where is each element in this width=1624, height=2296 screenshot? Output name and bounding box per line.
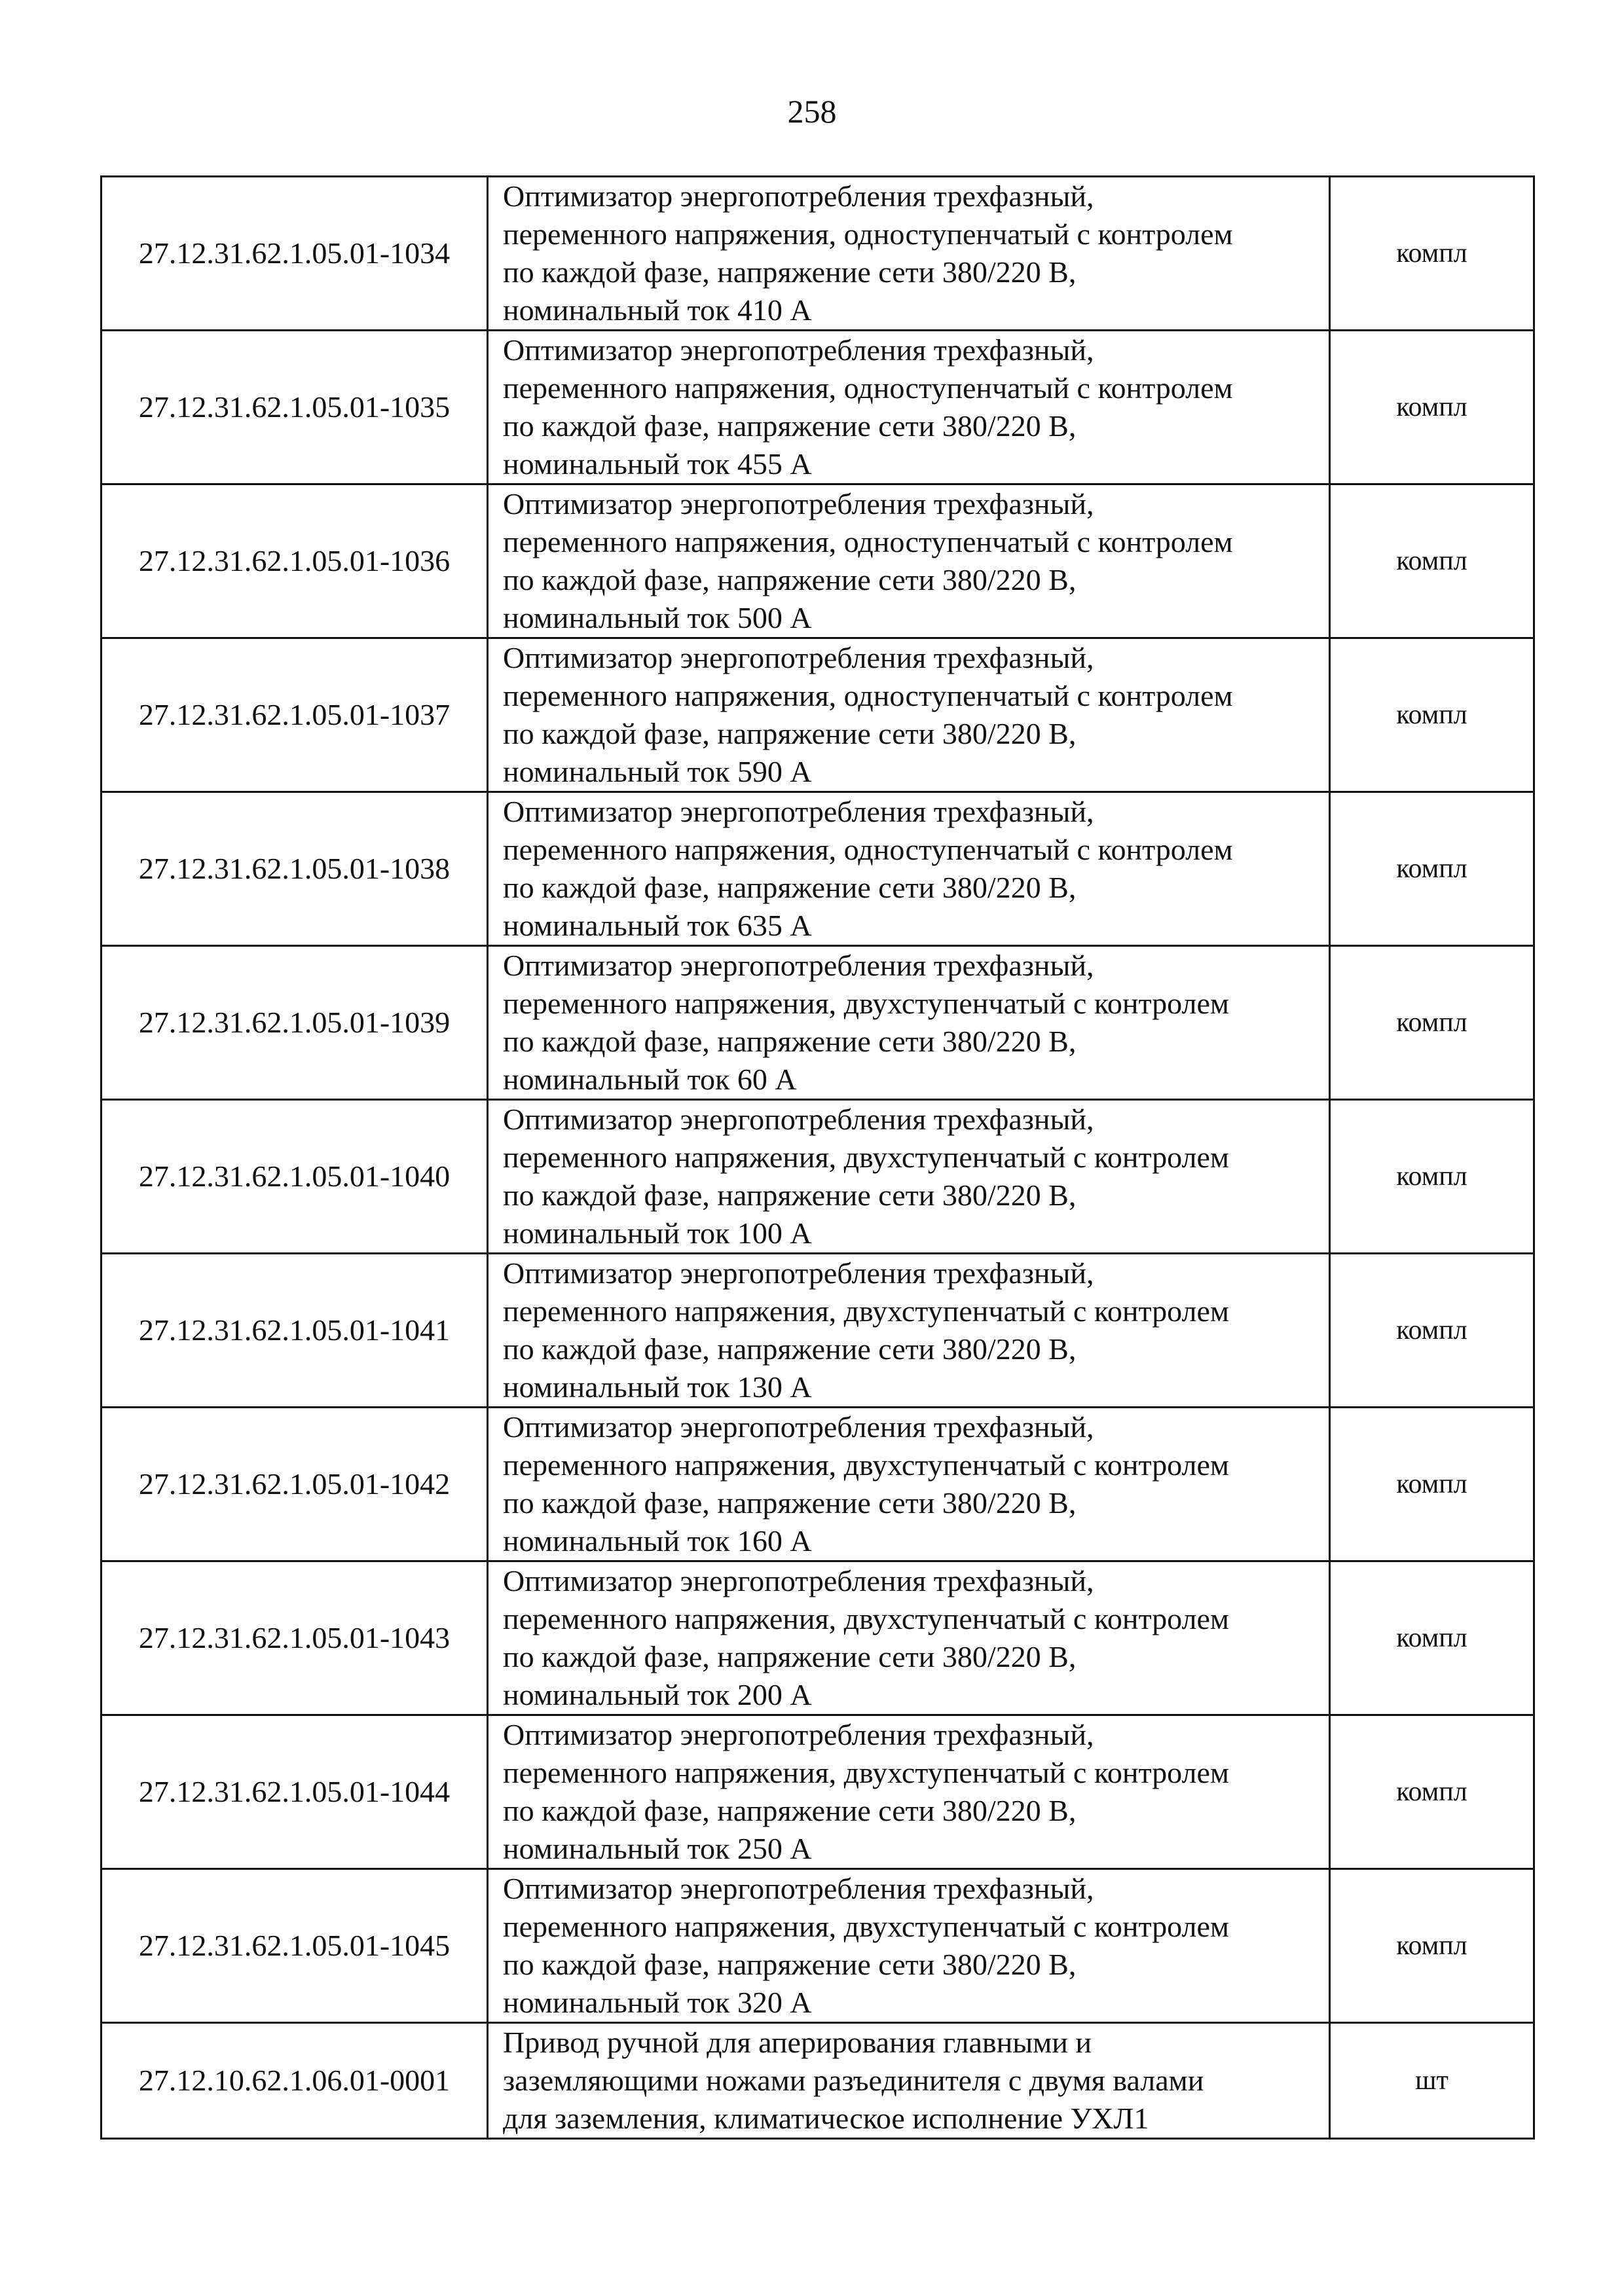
page-number: 258 — [787, 93, 837, 130]
description-line: по каждой фазе, напряжение сети 380/220 В, — [503, 409, 1077, 443]
resource-description — [488, 177, 1330, 331]
description-line: по каждой фазе, напряжение сети 380/220 В, — [503, 1486, 1077, 1520]
description-line: для заземления, климатическое исполнение УХЛ1 — [503, 2102, 1149, 2135]
resource-description — [488, 1869, 1330, 2023]
resource-description — [488, 331, 1330, 484]
unit-of-measure: компл — [1330, 1408, 1534, 1561]
table-row — [101, 1869, 1534, 2023]
description-line: переменного напряжения, двухступенчатый с контролем — [503, 1910, 1229, 1943]
description-line: номинальный ток 410 А — [503, 293, 812, 327]
table-row — [101, 1715, 1534, 1869]
description-line: Оптимизатор энергопотребления трехфазный, — [503, 179, 1094, 213]
description-line: переменного напряжения, одноступенчатый с контролем — [503, 217, 1233, 251]
description-line: переменного напряжения, двухступенчатый с контролем — [503, 1294, 1229, 1328]
resource-code-table — [100, 175, 1535, 2140]
table-row — [101, 792, 1534, 946]
description-line: номинальный ток 130 А — [503, 1370, 812, 1404]
description-line: по каждой фазе, напряжение сети 380/220 В, — [503, 717, 1077, 750]
description-line: номинальный ток 635 А — [503, 909, 812, 942]
unit-of-measure: компл — [1330, 792, 1534, 946]
description-line: по каждой фазе, напряжение сети 380/220 В, — [503, 1948, 1077, 1981]
unit-of-measure: компл — [1330, 1715, 1534, 1869]
description-line: по каждой фазе, напряжение сети 380/220 В, — [503, 563, 1077, 596]
unit-of-measure: компл — [1330, 946, 1534, 1100]
description-line: Привод ручной для аперирования главными и — [503, 2026, 1092, 2059]
description-line: по каждой фазе, напряжение сети 380/220 В, — [503, 1640, 1077, 1673]
description-line: Оптимизатор энергопотребления трехфазный, — [503, 333, 1094, 367]
description-line: переменного напряжения, двухступенчатый с контролем — [503, 1602, 1229, 1635]
unit-of-measure: компл — [1330, 1100, 1534, 1254]
unit-of-measure: компл — [1330, 1869, 1534, 2023]
resource-description — [488, 946, 1330, 1100]
resource-code: 27.12.31.62.1.05.01-1041 — [101, 1254, 488, 1408]
description-line: Оптимизатор энергопотребления трехфазный, — [503, 487, 1094, 520]
description-line: переменного напряжения, одноступенчатый с контролем — [503, 525, 1233, 558]
description-line: переменного напряжения, двухступенчатый с контролем — [503, 987, 1229, 1020]
table-body — [101, 177, 1534, 2139]
description-line: номинальный ток 500 А — [503, 601, 812, 634]
resource-description — [488, 1100, 1330, 1254]
resource-description — [488, 1254, 1330, 1408]
resource-code: 27.12.31.62.1.05.01-1039 — [101, 946, 488, 1100]
description-line: по каждой фазе, напряжение сети 380/220 В, — [503, 1794, 1077, 1827]
resource-description — [488, 638, 1330, 792]
description-line: переменного напряжения, двухступенчатый с контролем — [503, 1756, 1229, 1789]
unit-of-measure: компл — [1330, 638, 1534, 792]
description-line: Оптимизатор энергопотребления трехфазный, — [503, 641, 1094, 674]
description-line: номинальный ток 590 А — [503, 755, 812, 788]
unit-of-measure: компл — [1330, 177, 1534, 331]
resource-code: 27.12.31.62.1.05.01-1034 — [101, 177, 488, 331]
description-line: по каждой фазе, напряжение сети 380/220 В, — [503, 871, 1077, 904]
resource-code: 27.12.31.62.1.05.01-1040 — [101, 1100, 488, 1254]
description-line: переменного напряжения, одноступенчатый с контролем — [503, 833, 1233, 866]
table-row — [101, 1254, 1534, 1408]
resource-code: 27.12.31.62.1.05.01-1037 — [101, 638, 488, 792]
table-row — [101, 946, 1534, 1100]
description-line: номинальный ток 60 А — [503, 1063, 797, 1096]
description-line: номинальный ток 200 А — [503, 1678, 812, 1711]
resource-description — [488, 2023, 1330, 2139]
description-line: Оптимизатор энергопотребления трехфазный, — [503, 1872, 1094, 1905]
resource-code: 27.12.31.62.1.05.01-1044 — [101, 1715, 488, 1869]
resource-code: 27.12.31.62.1.05.01-1036 — [101, 484, 488, 638]
resource-description — [488, 484, 1330, 638]
description-line: по каждой фазе, напряжение сети 380/220 В, — [503, 255, 1077, 289]
description-line: номинальный ток 250 А — [503, 1832, 812, 1865]
unit-of-measure: компл — [1330, 331, 1534, 484]
resource-description — [488, 792, 1330, 946]
table-row — [101, 2023, 1534, 2139]
description-line: номинальный ток 160 А — [503, 1524, 812, 1558]
resource-code: 27.12.31.62.1.05.01-1043 — [101, 1561, 488, 1715]
resource-code: 27.12.10.62.1.06.01-0001 — [101, 2023, 488, 2139]
description-line: Оптимизатор энергопотребления трехфазный, — [503, 795, 1094, 828]
description-line: по каждой фазе, напряжение сети 380/220 В, — [503, 1178, 1077, 1212]
unit-of-measure: шт — [1330, 2023, 1534, 2139]
table-row — [101, 1408, 1534, 1561]
description-line: переменного напряжения, одноступенчатый с контролем — [503, 679, 1233, 712]
description-line: номинальный ток 455 А — [503, 447, 812, 481]
table-row — [101, 1100, 1534, 1254]
description-line: переменного напряжения, одноступенчатый с контролем — [503, 371, 1233, 405]
unit-of-measure: компл — [1330, 1561, 1534, 1715]
unit-of-measure: компл — [1330, 484, 1534, 638]
resource-code: 27.12.31.62.1.05.01-1042 — [101, 1408, 488, 1561]
description-line: переменного напряжения, двухступенчатый с контролем — [503, 1140, 1229, 1174]
resource-code: 27.12.31.62.1.05.01-1035 — [101, 331, 488, 484]
description-line: номинальный ток 320 А — [503, 1986, 812, 2019]
description-line: заземляющими ножами разъединителя с двумя валами — [503, 2064, 1204, 2097]
description-line: по каждой фазе, напряжение сети 380/220 В, — [503, 1332, 1077, 1366]
description-line: Оптимизатор энергопотребления трехфазный, — [503, 1256, 1094, 1290]
table-row — [101, 331, 1534, 484]
table-row — [101, 484, 1534, 638]
table-row — [101, 1561, 1534, 1715]
resource-code: 27.12.31.62.1.05.01-1045 — [101, 1869, 488, 2023]
description-line: по каждой фазе, напряжение сети 380/220 В, — [503, 1025, 1077, 1058]
unit-of-measure: компл — [1330, 1254, 1534, 1408]
description-line: Оптимизатор энергопотребления трехфазный, — [503, 1410, 1094, 1444]
resource-code: 27.12.31.62.1.05.01-1038 — [101, 792, 488, 946]
resource-description — [488, 1408, 1330, 1561]
resource-description — [488, 1561, 1330, 1715]
resource-description — [488, 1715, 1330, 1869]
description-line: переменного напряжения, двухступенчатый с контролем — [503, 1448, 1229, 1482]
table-row — [101, 177, 1534, 331]
description-line: Оптимизатор энергопотребления трехфазный, — [503, 1102, 1094, 1136]
description-line: Оптимизатор энергопотребления трехфазный, — [503, 949, 1094, 982]
description-line: Оптимизатор энергопотребления трехфазный, — [503, 1564, 1094, 1597]
description-line: номинальный ток 100 А — [503, 1216, 812, 1250]
description-line: Оптимизатор энергопотребления трехфазный, — [503, 1718, 1094, 1751]
table-row — [101, 638, 1534, 792]
